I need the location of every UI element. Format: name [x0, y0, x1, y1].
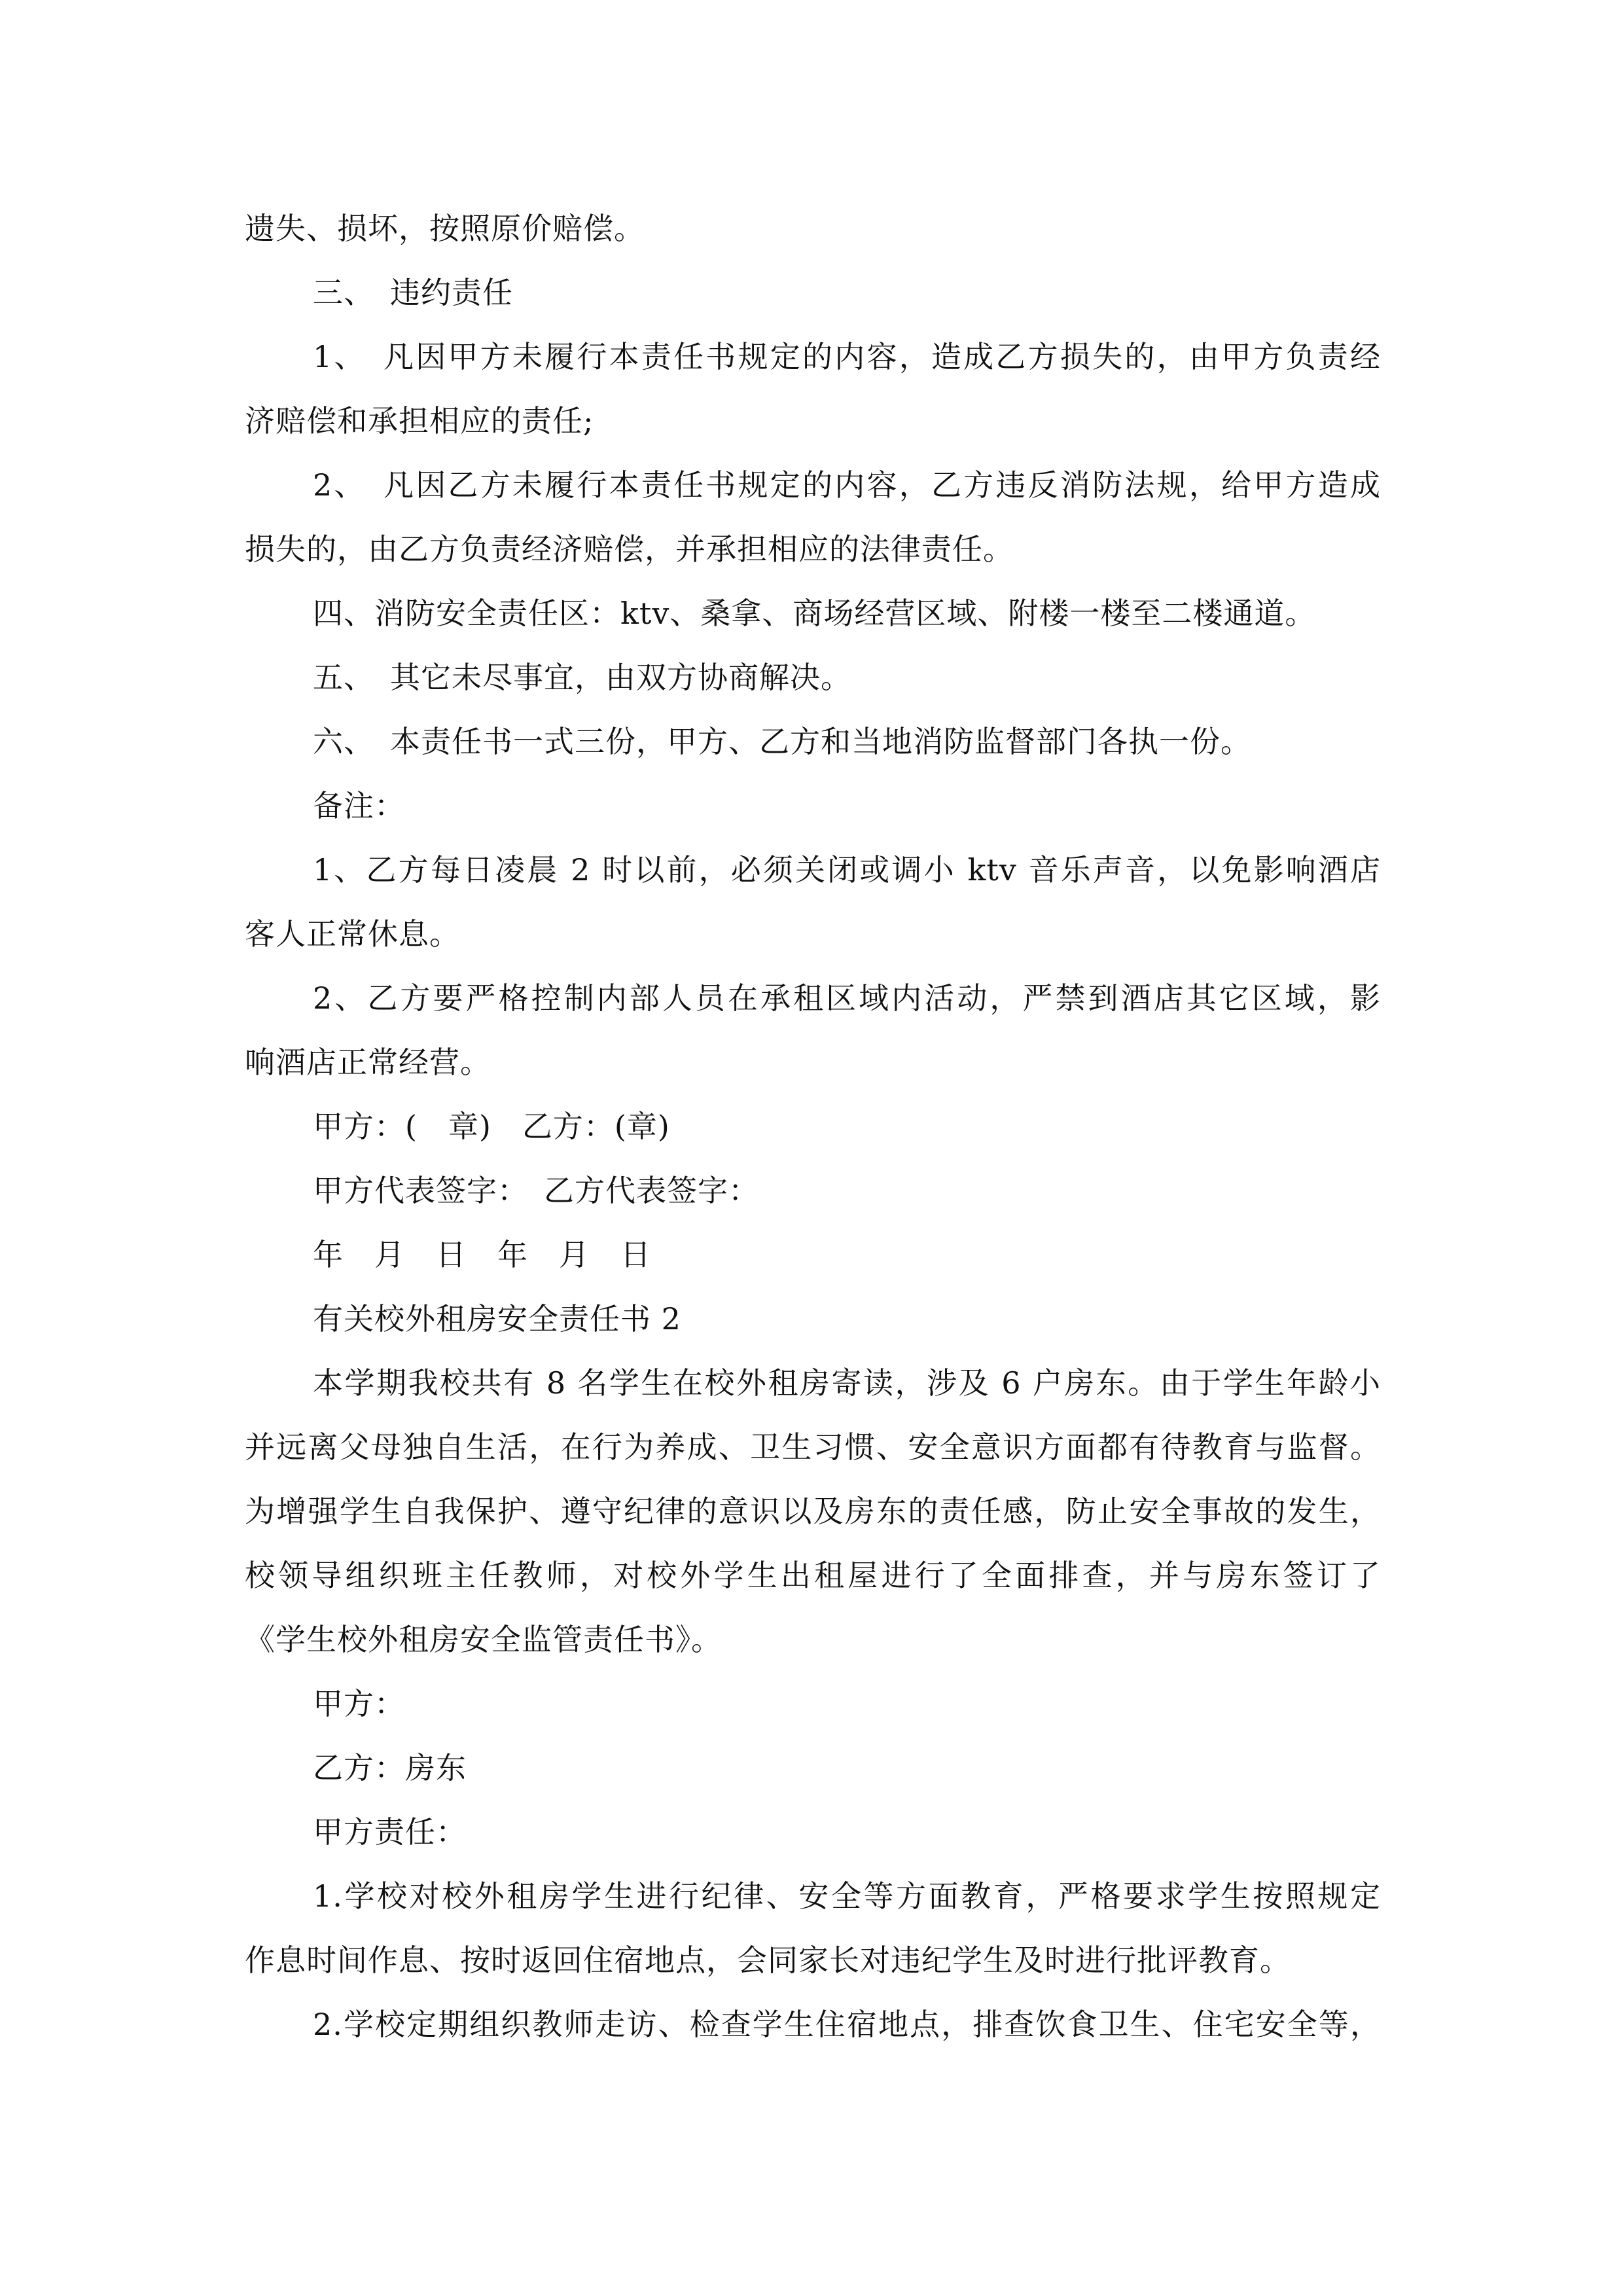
party-b-label: 乙方：房东 [313, 1750, 467, 1785]
text-line: 本学期我校共有 8 名学生在校外租房寄读，涉及 6 户房东。由于学生年龄小 [313, 1365, 1381, 1401]
text-line: 《学生校外租房安全监管责任书》。 [245, 1622, 722, 1657]
text-line: 为增强学生自我保护、遵守纪律的意识以及房东的责任感，防止安全事故的发生， [245, 1494, 1381, 1529]
text-line: 2、乙方要严格控制内部人员在承租区域内活动，严禁到酒店其它区域，影 [313, 980, 1381, 1016]
text-line: 遗失、损坏，按照原价赔偿。 [245, 211, 645, 246]
text-line: 六、 本责任书一式三份，甲方、乙方和当地消防监督部门各执一份。 [313, 724, 1251, 759]
text-line: 2、 凡因乙方未履行本责任书规定的内容，乙方违反消防法规，给甲方造成 [313, 467, 1381, 503]
date-line: 年 月 日 年 月 日 [313, 1237, 651, 1272]
text-line: 1、乙方每日凌晨 2 时以前，必须关闭或调小 ktv 音乐声音，以免影响酒店 [313, 852, 1381, 888]
text-line: 校领导组织班主任教师，对校外学生出租屋进行了全面排查，并与房东签订了 [245, 1558, 1381, 1593]
signature-line: 甲方：( 章) 乙方：(章) [313, 1109, 670, 1144]
text-line: 并远离父母独自生活，在行为养成、卫生习惯、安全意识方面都有待教育与监督。 [245, 1429, 1381, 1465]
text-line: 五、 其它未尽事宜，由双方协商解决。 [313, 660, 851, 695]
text-line: 1.学校对校外租房学生进行纪律、安全等方面教育，严格要求学生按照规定 [313, 1878, 1381, 1914]
signature-line: 甲方代表签字： 乙方代表签字： [313, 1173, 759, 1208]
notes-heading: 备注： [313, 788, 405, 823]
document-body [245, 196, 1381, 2056]
text-line: 济赔偿和承担相应的责任; [245, 403, 594, 439]
section-heading: 三、 违约责任 [313, 275, 513, 310]
text-line: 响酒店正常经营。 [245, 1045, 491, 1080]
party-a-duties-heading: 甲方责任： [313, 1814, 467, 1850]
party-a-label: 甲方： [313, 1686, 405, 1721]
text-line: 客人正常休息。 [245, 916, 460, 952]
text-line: 1、 凡因甲方未履行本责任书规定的内容，造成乙方损失的，由甲方负责经 [313, 339, 1381, 374]
text-line: 作息时间作息、按时返回住宿地点，会同家长对违纪学生及时进行批评教育。 [245, 1943, 1291, 1978]
text-line: 四、消防安全责任区：ktv、桑拿、商场经营区域、附楼一楼至二楼通道。 [313, 596, 1316, 631]
document-title: 有关校外租房安全责任书 2 [313, 1301, 681, 1336]
text-line: 损失的，由乙方负责经济赔偿，并承担相应的法律责任。 [245, 531, 1014, 567]
text-line: 2.学校定期组织教师走访、检查学生住宿地点，排查饮食卫生、住宅安全等， [313, 2007, 1381, 2042]
